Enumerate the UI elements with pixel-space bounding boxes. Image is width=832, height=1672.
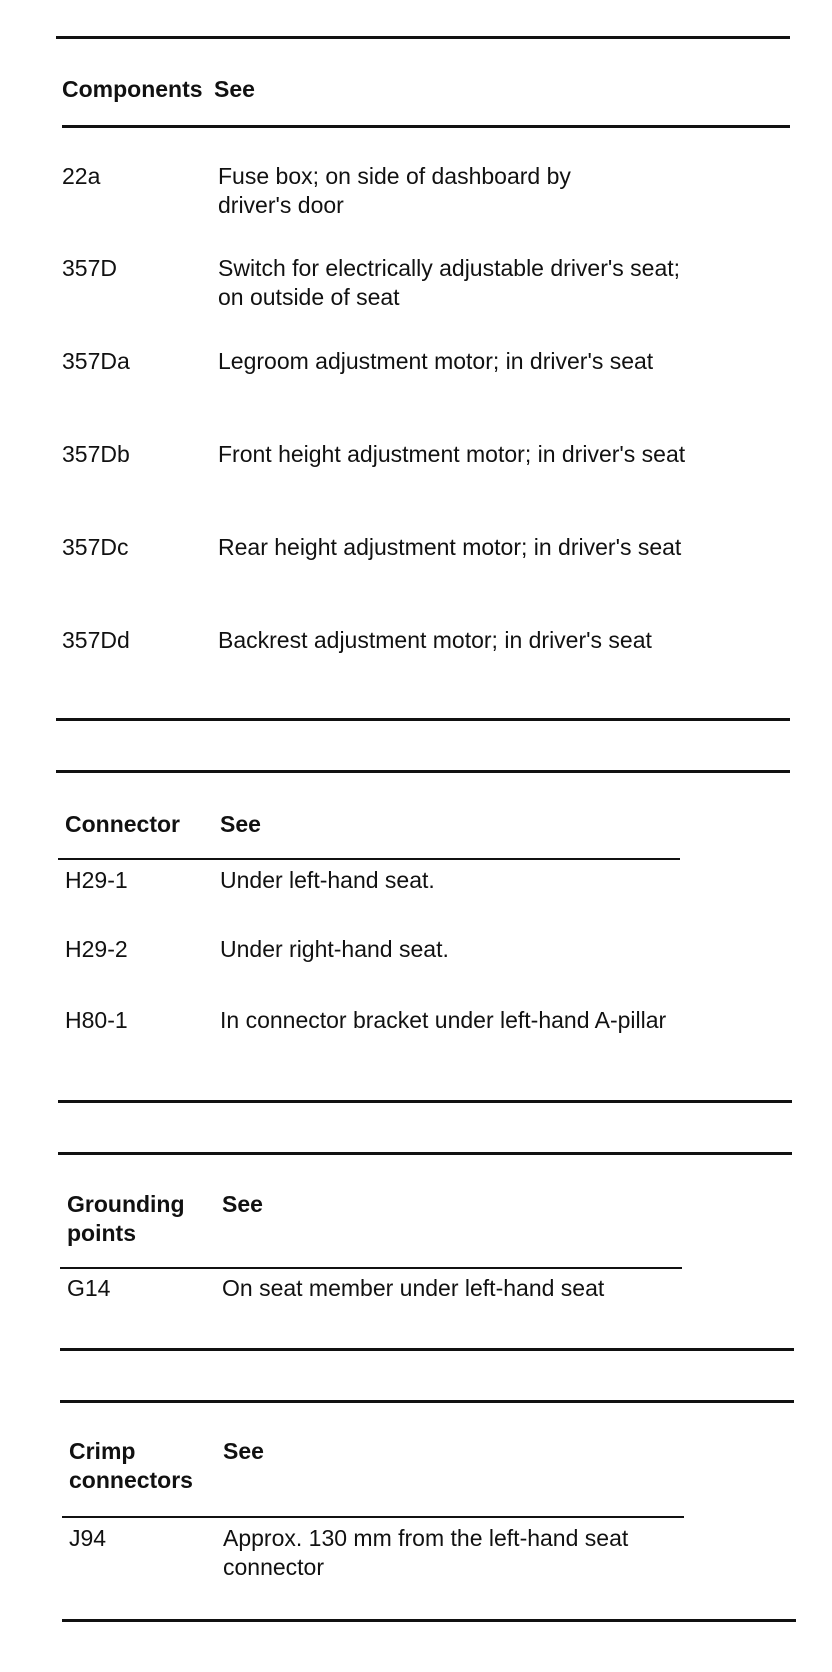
- components-header-see: See: [214, 76, 255, 102]
- component-location: Fuse box; on side of dashboard by driver's door: [218, 163, 571, 218]
- header-rule: [62, 125, 790, 128]
- connector-location: Under left-hand seat.: [220, 867, 435, 893]
- component-location: Rear height adjustment motor; in driver's seat: [218, 534, 682, 560]
- header-rule: [60, 1267, 682, 1269]
- table-top-rule: [56, 770, 790, 773]
- table-top-rule: [60, 1400, 794, 1403]
- grounding-code: G14: [67, 1275, 111, 1301]
- table-bottom-rule: [60, 1348, 794, 1351]
- connectors-header-see: See: [220, 811, 261, 837]
- header-rule: [62, 1516, 684, 1518]
- grounding-header-label: Grounding points: [67, 1191, 185, 1246]
- connector-location: Under right-hand seat.: [220, 936, 449, 962]
- table-bottom-rule: [62, 1619, 796, 1622]
- components-header-label: Components: [62, 76, 203, 102]
- crimp-header-see: See: [223, 1438, 264, 1464]
- crimp-code: J94: [69, 1525, 107, 1551]
- crimp-location: Approx. 130 mm from the left-hand seat connector: [223, 1525, 629, 1580]
- component-code: 357D: [62, 255, 117, 281]
- component-code: 357Da: [62, 348, 130, 374]
- connector-code: H80-1: [65, 1007, 128, 1033]
- table-bottom-rule: [56, 718, 790, 721]
- connector-code: H29-1: [65, 867, 128, 893]
- grounding-header-see: See: [222, 1191, 263, 1217]
- component-code: 357Dd: [62, 627, 130, 653]
- component-location: Front height adjustment motor; in driver's seat: [218, 441, 686, 467]
- component-location: Legroom adjustment motor; in driver's seat: [218, 348, 654, 374]
- component-code: 357Dc: [62, 534, 129, 560]
- grounding-location: On seat member under left-hand seat: [222, 1275, 605, 1301]
- crimp-header-label: Crimp connectors: [69, 1438, 193, 1493]
- table-bottom-rule: [58, 1100, 792, 1103]
- header-rule: [58, 858, 680, 860]
- table-top-rule: [56, 36, 790, 39]
- component-location: Switch for electrically adjustable driver's seat; on outside of seat: [218, 255, 681, 310]
- component-code: 357Db: [62, 441, 130, 467]
- connectors-header-label: Connector: [65, 811, 180, 837]
- component-location: Backrest adjustment motor; in driver's seat: [218, 627, 652, 653]
- component-code: 22a: [62, 163, 101, 189]
- table-top-rule: [58, 1152, 792, 1155]
- connector-code: H29-2: [65, 936, 128, 962]
- connector-location: In connector bracket under left-hand A-pillar: [220, 1007, 667, 1033]
